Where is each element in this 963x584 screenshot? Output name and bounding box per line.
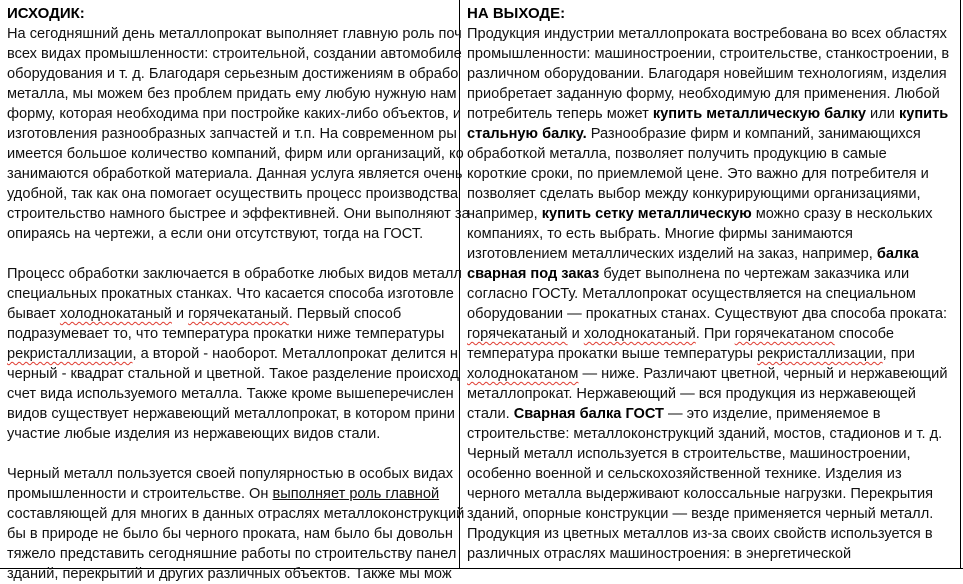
source-column: [0, 0, 470, 582]
text-run: форму, которая необходима при постройке каких-либо объектов, и: [7, 106, 461, 122]
text-run: можно сразу в нескольких компаниях, то есть выбрать. Многие фирмы занимаются изготовлением металлических изделий на заказ, например,: [467, 206, 933, 262]
paragraph: [7, 24, 470, 244]
text-run: подразумевает то, что температура прокатки ниже температуры: [7, 326, 445, 342]
keyword-bold: балка сварная под заказ: [467, 246, 919, 282]
text-line: [7, 564, 457, 584]
text-run: бывает: [7, 306, 60, 322]
text-run: , а второй - наоборот. Металлопрокат делится н: [132, 346, 458, 362]
text-line: [7, 144, 464, 164]
text-run: — это изделие, применяемое в строительстве: металлоконструкций зданий, мостов, стадионов и т. д. Черный металл используется в строительстве, машиностроении, особенно военной и сельскохозяйственной технике. Изделия из черного металла выдерживают колоссальные нагрузки. Перекрытия зданий, опорные конструкции — везде применяется черный металл. Продукция из цветных металлов из-за своих свойств используется в различных отраслях машиностроения: в энергетической: [467, 406, 943, 562]
text-line: [7, 344, 457, 364]
text-run: всех видах промышленности: строительной, создании автомобиле: [7, 46, 462, 62]
output-title: НА ВЫХОДЕ:: [467, 5, 566, 22]
keyword-bold: купить стальную балку.: [467, 106, 949, 142]
text-line: [7, 184, 457, 204]
text-line: [7, 364, 457, 384]
text-line: [7, 484, 457, 504]
text-run: оборудования и т. д. Благодаря серьезным достижениям в обрабо: [7, 66, 459, 82]
text-run: или: [866, 106, 899, 122]
text-run: опираясь на чертежи, а если они отсутствуют, тогда на ГОСТ.: [7, 226, 424, 242]
text-run: составляющей для многих в данных отраслях металлоконструкций: [7, 506, 465, 522]
paragraph: [467, 24, 950, 564]
text-line: [7, 384, 457, 404]
text-line: [7, 84, 457, 104]
text-run: . Первый способ: [288, 306, 402, 322]
misspelled-word: холоднокатаный: [59, 306, 172, 322]
text-run: Черный металл пользуется своей популярностью в особых видах: [7, 466, 454, 482]
text-line: [7, 424, 457, 444]
text-line: [7, 124, 457, 144]
text-line: [7, 204, 470, 224]
text-run: счет вида используемого металла. Также кроме вышеперечислен: [7, 386, 454, 402]
text-run: и: [171, 306, 189, 322]
text-run: — ниже. Различают цветной, черный и нержавеющий металлопрокат. Нержавеющий — вся продукция из нержавеющей стали.: [467, 366, 948, 422]
misspelled-word: горячекатаный: [188, 306, 289, 322]
text-run: бы в природе не было бы черного проката, нам было бы довольн: [7, 526, 453, 542]
text-line: [7, 544, 457, 564]
text-run: изготовления разнообразных запчастей и т.п. На современном ры: [7, 126, 457, 142]
text-run: зданий, перекрытий и других различных объектов. Также мы мож: [7, 566, 452, 582]
text-run: На сегодняшний день металлопрокат выполняет главную роль поч: [7, 26, 462, 42]
text-line: [7, 404, 457, 424]
text-line: [7, 44, 462, 64]
output-column: [460, 0, 961, 568]
text-run: Продукция индустрии металлопроката востребована во всех областях промышленности: машиностроении, строительстве, станкостроении, в различном оборудовании. Благодаря новейшим технологиям, изделия приобретает заданную форму, необходимую для применения. Любой потребитель теперь может: [467, 26, 950, 122]
text-line: [7, 304, 457, 324]
text-run: тяжело представить сегодняшние работы по строительству панел: [7, 546, 457, 562]
paragraph: [7, 264, 462, 444]
paragraph: [7, 464, 465, 584]
output-text: [467, 24, 950, 564]
text-line: [7, 324, 457, 344]
text-run: промышленности и строительстве. Он: [7, 486, 273, 502]
underlined-phrase: выполняет роль главной: [272, 486, 440, 502]
source-title: ИСХОДИК:: [7, 5, 85, 22]
text-run: занимаются обработкой материала. Данная услуга является очень: [7, 166, 463, 182]
text-line: [7, 64, 457, 84]
text-run: специальных прокатных станках. Что касается способа изготовле: [7, 286, 454, 302]
text-line: [7, 504, 465, 524]
text-run: видов существует нержавеющий металлопрокат, в котором прини: [7, 406, 455, 422]
text-run: участие любые изделия из нержавеющих видов стали.: [7, 426, 381, 442]
text-line: [7, 264, 462, 284]
misspelled-word: холоднокатаный: [583, 326, 696, 342]
text-run: имеется большое количество компаний, фирм или организаций, ко: [7, 146, 464, 162]
keyword-bold: Сварная балка ГОСТ: [513, 406, 664, 422]
text-run: и: [567, 326, 584, 342]
text-run: способе температура прокатки выше температуры: [467, 326, 894, 362]
text-line: [7, 104, 461, 124]
keyword-bold: купить сетку металлическую: [541, 206, 752, 222]
text-run: Разнообразие фирм и компаний, занимающихся обработкой металла, позволяет получить продукцию в самые короткие сроки, по приемлемой цене. Это важно для потребителя и позволяет сделать выбор между конкурирующими организациями, например,: [467, 126, 929, 222]
text-run: . При: [695, 326, 735, 342]
text-line: [7, 164, 463, 184]
text-run: удобной, так как она помогает осуществить процесс производства: [7, 186, 459, 202]
text-line: [7, 284, 457, 304]
text-line: [7, 524, 457, 544]
misspelled-word: горячекатаный: [467, 326, 568, 342]
text-run: будет выполнена по чертежам заказчика или согласно ГОСТу. Металлопрокат осуществляется на специальном оборудовании — прокатных станах. Существуют два способа проката:: [467, 266, 948, 322]
keyword-bold: купить металлическую балку: [652, 106, 866, 122]
misspelled-word: холоднокатаном: [467, 366, 579, 382]
text-run: , при: [882, 346, 915, 362]
misspelled-word: рекристаллизации: [757, 346, 883, 362]
misspelled-word: горячекатаном: [734, 326, 835, 342]
text-line: [7, 24, 462, 44]
text-run: строительство намного быстрее и эффективней. Они выполняют за: [7, 206, 470, 222]
text-line: [7, 464, 457, 484]
text-run: черный - квадрат стальной и цветной. Такое разделение происход: [7, 366, 459, 382]
text-run: Процесс обработки заключается в обработке любых видов металл: [7, 266, 462, 282]
source-text: [7, 24, 470, 584]
misspelled-word: рекристаллизации: [7, 346, 133, 362]
text-line: [7, 224, 457, 244]
text-run: металла, мы можем без проблем придать ему любую нужную нам: [7, 86, 457, 102]
